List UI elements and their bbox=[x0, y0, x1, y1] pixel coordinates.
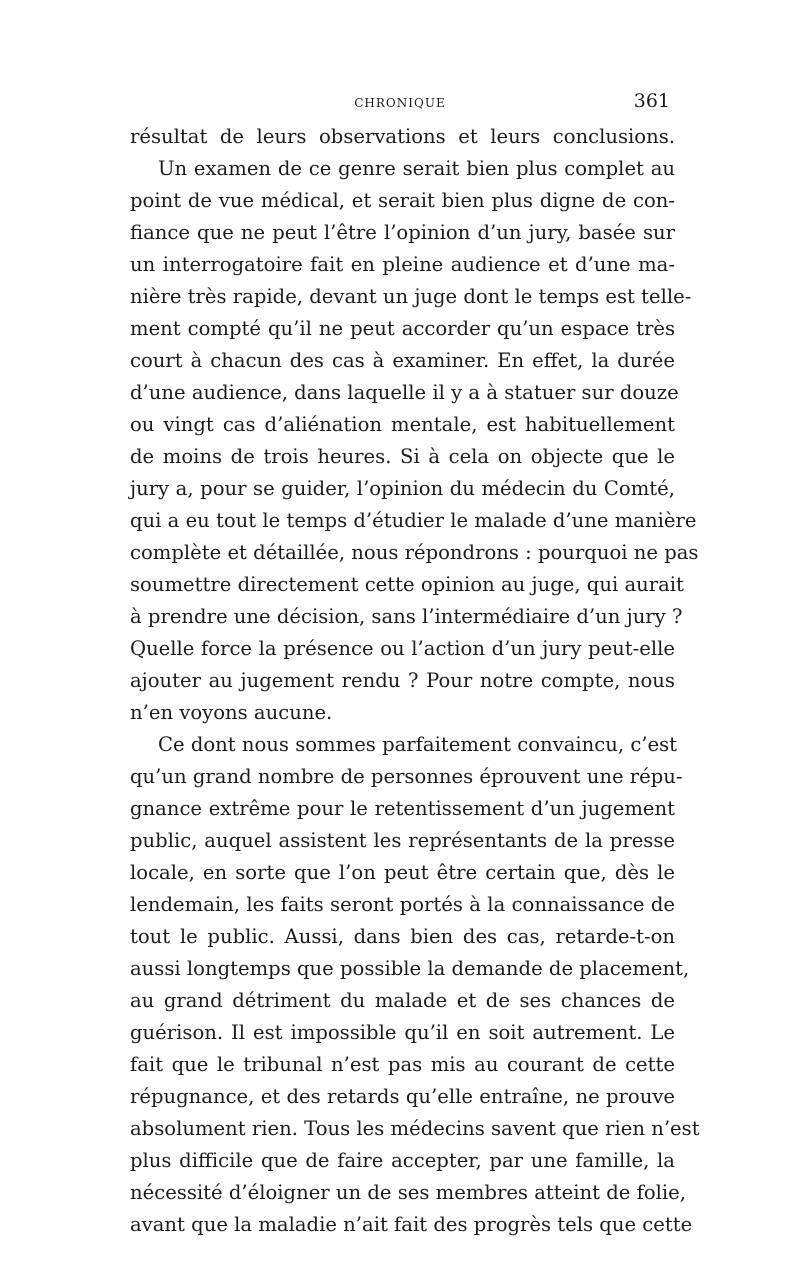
text-line: n’en voyons aucune. bbox=[130, 701, 333, 724]
text-line: ou vingt cas d’aliénation mentale, est habituellement bbox=[130, 413, 675, 436]
text-line: au grand détriment du malade et de ses chances de bbox=[130, 989, 675, 1012]
page-number: 361 bbox=[633, 90, 670, 112]
text-line: Un examen de ce genre serait bien plus complet au bbox=[158, 157, 675, 180]
text-line: aussi longtemps que possible la demande de placement, bbox=[130, 957, 690, 980]
text-line: qu’un grand nombre de personnes éprouvent une répu- bbox=[130, 765, 683, 788]
text-line: plus difficile que de faire accepter, par une famille, la bbox=[130, 1149, 675, 1172]
text-line: complète et détaillée, nous répondrons : pourquoi ne pas bbox=[130, 541, 699, 564]
text-line: lendemain, les faits seront portés à la connaissance de bbox=[130, 893, 675, 916]
text-line: nécessité d’éloigner un de ses membres atteint de folie, bbox=[130, 1181, 687, 1204]
text-line: d’une audience, dans laquelle il y a à statuer sur douze bbox=[130, 381, 679, 404]
text-line: court à chacun des cas à examiner. En effet, la durée bbox=[130, 349, 675, 372]
text-line: soumettre directement cette opinion au juge, qui aurait bbox=[130, 573, 684, 596]
text-line: répugnance, et des retards qu’elle entraîne, ne prouve bbox=[130, 1085, 675, 1108]
running-head bbox=[130, 90, 670, 114]
text-line: fiance que ne peut l’être l’opinion d’un jury, basée sur bbox=[130, 221, 675, 244]
body-text bbox=[130, 121, 700, 1241]
text-line: ment compté qu’il ne peut accorder qu’un espace très bbox=[130, 317, 675, 340]
text-line: point de vue médical, et serait bien plus digne de con- bbox=[130, 189, 675, 212]
text-line: qui a eu tout le temps d’étudier le malade d’une manière bbox=[130, 509, 697, 532]
text-line: guérison. Il est impossible qu’il en soit autrement. Le bbox=[130, 1021, 675, 1044]
text-line: absolument rien. Tous les médecins savent que rien n’est bbox=[130, 1117, 700, 1140]
text-line: avant que la maladie n’ait fait des progrès tels que cette bbox=[130, 1213, 693, 1236]
text-line: jury a, pour se guider, l’opinion du médecin du Comté, bbox=[130, 477, 675, 500]
text-line: Ce dont nous sommes parfaitement convaincu, c’est bbox=[158, 733, 678, 756]
text-line: de moins de trois heures. Si à cela on objecte que le bbox=[130, 445, 675, 468]
text-line: résultat de leurs observations et leurs conclusions. bbox=[130, 125, 675, 148]
text-line: locale, en sorte que l’on peut être certain que, dès le bbox=[130, 861, 675, 884]
running-title: CHRONIQUE bbox=[354, 96, 446, 110]
text-line: tout le public. Aussi, dans bien des cas, retarde-t-on bbox=[130, 925, 675, 948]
text-line: ajouter au jugement rendu ? Pour notre compte, nous bbox=[130, 669, 675, 692]
text-line: nière très rapide, devant un juge dont le temps est telle- bbox=[130, 285, 692, 308]
text-line: gnance extrême pour le retentissement d’un jugement bbox=[130, 797, 675, 820]
text-line: public, auquel assistent les représentants de la presse bbox=[130, 829, 675, 852]
text-line: à prendre une décision, sans l’intermédiaire d’un jury ? bbox=[130, 605, 683, 628]
text-line: un interrogatoire fait en pleine audience et d’une ma- bbox=[130, 253, 675, 276]
text-line: Quelle force la présence ou l’action d’un jury peut-elle bbox=[130, 637, 675, 660]
text-line: fait que le tribunal n’est pas mis au courant de cette bbox=[130, 1053, 675, 1076]
